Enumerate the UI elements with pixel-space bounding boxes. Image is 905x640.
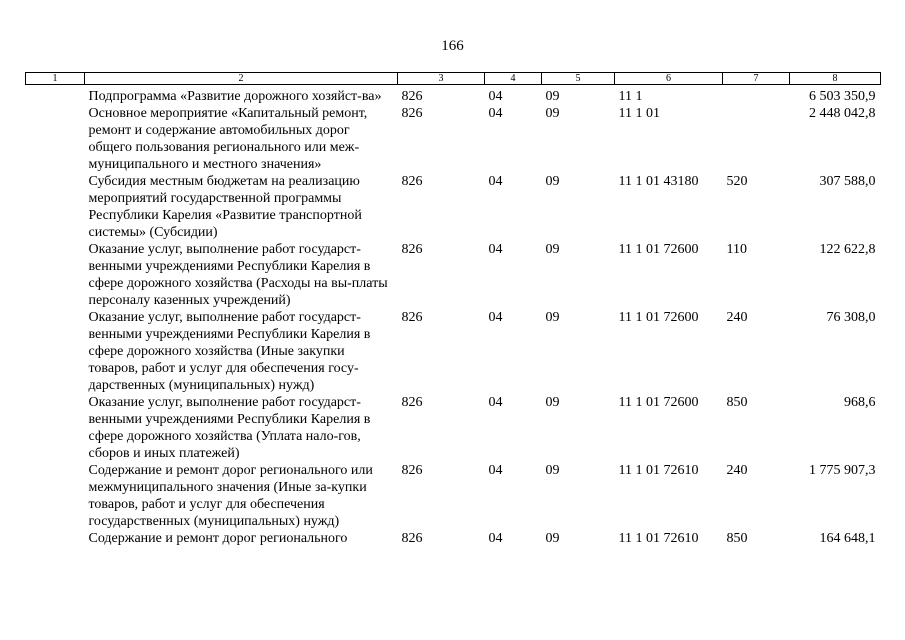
expense-type-code: 240	[726, 463, 748, 478]
expense-type-code: 850	[726, 531, 748, 546]
item-name: Оказание услуг, выполнение работ государст-венными учреждениями Республики Карелия в сфере дорожного хозяйства (Иные закупки товаров, работ и услуг для обеспечения госу-дарственных (муниципальных) нужд)	[88, 310, 371, 393]
amount: 6 503 350,9	[809, 89, 876, 104]
item-name: Субсидия местным бюджетам на реализацию мероприятий государственной программы Республики Карелия «Развитие транспортной системы» (Субсидии)	[88, 174, 362, 240]
target-article-code: 11 1 01 72600	[618, 395, 699, 410]
table-row	[26, 462, 881, 530]
section-code: 04	[488, 89, 503, 104]
column-header: 1	[26, 73, 85, 85]
section-code: 04	[488, 242, 503, 257]
subsection-code: 09	[545, 89, 560, 104]
item-name: Подпрограмма «Развитие дорожного хозяйст-ва»	[88, 89, 382, 104]
section-code: 04	[488, 463, 503, 478]
column-header: 3	[398, 73, 485, 85]
ministry-code: 826	[401, 531, 423, 546]
target-article-code: 11 1	[618, 89, 643, 104]
row-index-cell	[26, 530, 85, 547]
column-header: 7	[723, 73, 790, 85]
ministry-code: 826	[401, 310, 423, 325]
expense-type-code: 110	[726, 242, 747, 257]
table-row	[26, 241, 881, 309]
row-index-cell	[26, 173, 85, 241]
row-index-cell	[26, 309, 85, 394]
amount: 122 622,8	[819, 242, 876, 257]
amount: 1 775 907,3	[809, 463, 876, 478]
column-header: 8	[790, 73, 881, 85]
subsection-code: 09	[545, 310, 560, 325]
ministry-code: 826	[401, 463, 423, 478]
target-article-code: 11 1 01 43180	[618, 174, 699, 189]
target-article-code: 11 1 01 72600	[618, 310, 699, 325]
page-number: 166	[441, 38, 464, 54]
column-header: 4	[485, 73, 542, 85]
table-row	[26, 394, 881, 462]
section-code: 04	[488, 310, 503, 325]
row-index-cell	[26, 394, 85, 462]
item-name: Содержание и ремонт дорог регионального или межмуниципального значения (Иные за-купки товаров, работ и услуг для обеспечения государственных (муниципальных) нужд)	[88, 463, 373, 529]
table-row	[26, 309, 881, 394]
row-index-cell	[26, 105, 85, 173]
expense-type-code: 520	[726, 174, 748, 189]
subsection-code: 09	[545, 106, 560, 121]
item-name: Оказание услуг, выполнение работ государст-венными учреждениями Республики Карелия в сфере дорожного хозяйства (Уплата нало-гов, сборов и иных платежей)	[88, 395, 371, 461]
table-row	[26, 173, 881, 241]
row-index-cell	[26, 241, 85, 309]
item-name: Содержание и ремонт дорог регионального	[88, 531, 348, 546]
column-header: 6	[615, 73, 723, 85]
expense-type-code	[723, 105, 790, 173]
item-name: Оказание услуг, выполнение работ государст-венными учреждениями Республики Карелия в сфере дорожного хозяйства (Расходы на вы-платы персоналу казенных учреждений)	[88, 242, 388, 308]
table-row	[26, 85, 881, 106]
expense-type-code: 240	[726, 310, 748, 325]
amount: 968,6	[844, 395, 876, 410]
amount: 76 308,0	[826, 310, 876, 325]
section-code: 04	[488, 174, 503, 189]
amount: 2 448 042,8	[809, 106, 876, 121]
subsection-code: 09	[545, 242, 560, 257]
expense-type-code: 850	[726, 395, 748, 410]
subsection-code: 09	[545, 174, 560, 189]
target-article-code: 11 1 01	[618, 106, 660, 121]
column-number-header	[26, 73, 881, 85]
row-index-cell	[26, 85, 85, 106]
subsection-code: 09	[545, 463, 560, 478]
subsection-code: 09	[545, 531, 560, 546]
section-code: 04	[488, 395, 503, 410]
table-row	[26, 105, 881, 173]
column-header: 5	[542, 73, 615, 85]
ministry-code: 826	[401, 174, 423, 189]
row-index-cell	[26, 462, 85, 530]
ministry-code: 826	[401, 242, 423, 257]
ministry-code: 826	[401, 89, 423, 104]
ministry-code: 826	[401, 106, 423, 121]
column-header: 2	[85, 73, 398, 85]
amount: 164 648,1	[819, 531, 876, 546]
section-code: 04	[488, 531, 503, 546]
target-article-code: 11 1 01 72600	[618, 242, 699, 257]
section-code: 04	[488, 106, 503, 121]
table-row	[26, 530, 881, 547]
budget-table	[25, 72, 881, 547]
expense-type-code	[723, 85, 790, 106]
ministry-code: 826	[401, 395, 423, 410]
target-article-code: 11 1 01 72610	[618, 463, 699, 478]
amount: 307 588,0	[819, 174, 876, 189]
target-article-code: 11 1 01 72610	[618, 531, 699, 546]
subsection-code: 09	[545, 395, 560, 410]
item-name: Основное мероприятие «Капитальный ремонт, ремонт и содержание автомобильных дорог общего пользования регионального или меж-муниципального и местного значения»	[88, 106, 368, 172]
